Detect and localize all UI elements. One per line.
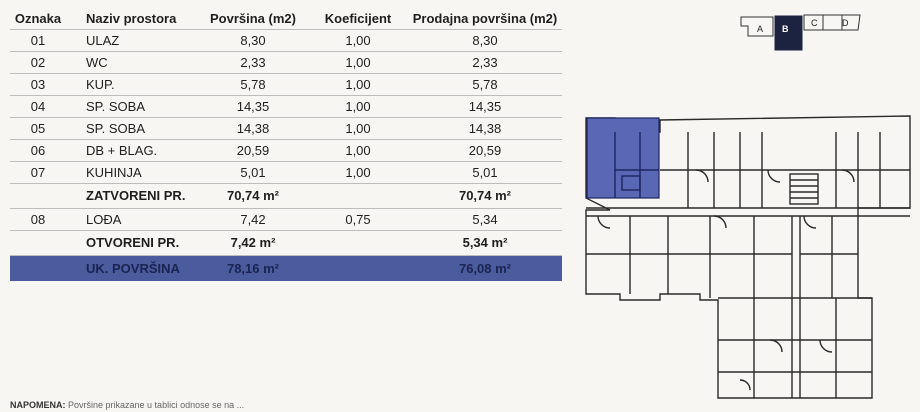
row-sale: 14,35 [468, 99, 502, 114]
row-coef: 1,00 [345, 77, 371, 92]
door-swing [820, 340, 832, 352]
subtotal-area: 7,42 m² [230, 235, 276, 250]
row-name: DB + BLAG. [86, 143, 158, 158]
subtotal-label: OTVORENI PR. [86, 235, 180, 250]
header-oznaka: Oznaka [14, 11, 62, 26]
row-coef: 1,00 [345, 99, 371, 114]
key-wing-b-selected [775, 16, 802, 50]
header-povrsina: Površina (m2) [210, 11, 296, 26]
row-sale: 5,34 [472, 212, 498, 227]
door-swing [598, 216, 610, 228]
row-coef: 0,75 [345, 212, 371, 227]
key-label-c: C [811, 18, 818, 28]
header-koeficijent: Koeficijent [324, 11, 392, 26]
row-name: KUHINJA [86, 165, 142, 180]
row-sale: 5,78 [472, 77, 498, 92]
door-swing [714, 216, 726, 228]
row-area: 14,35 [236, 99, 270, 114]
note-label: NAPOMENA: [10, 400, 66, 410]
row-id: 02 [30, 55, 46, 70]
stair-core [790, 174, 818, 204]
row-coef: 1,00 [345, 121, 371, 136]
subtotal-sale: 70,74 m² [458, 188, 512, 203]
row-area: 20,59 [236, 143, 270, 158]
subtotal-label: ZATVORENI PR. [86, 188, 186, 203]
row-sale: 8,30 [472, 33, 498, 48]
door-swing [768, 170, 780, 182]
row-coef: 1,00 [345, 33, 371, 48]
total-sale: 76,08 m² [458, 261, 512, 276]
row-coef: 1,00 [345, 55, 371, 70]
row-id: 08 [30, 212, 46, 227]
row-name: ULAZ [86, 33, 120, 48]
selected-apartment [587, 118, 659, 198]
note-text: Površine prikazane u tablici odnose se na ... [68, 400, 245, 410]
row-sale: 20,59 [468, 143, 502, 158]
row-name: LOĐA [86, 212, 122, 227]
row-coef: 1,00 [345, 143, 371, 158]
row-id: 07 [30, 165, 46, 180]
floor-plan [586, 116, 910, 398]
row-area: 2,33 [240, 55, 266, 70]
row-area: 7,42 [240, 212, 266, 227]
header-prodajna: Prodajna površina (m2) [412, 11, 558, 26]
row-id: 03 [30, 77, 46, 92]
subtotal-sale: 5,34 m² [462, 235, 508, 250]
row-name: SP. SOBA [86, 121, 146, 136]
row-area: 14,38 [236, 121, 270, 136]
row-name: WC [86, 55, 108, 70]
row-coef: 1,00 [345, 165, 371, 180]
row-id: 04 [30, 99, 46, 114]
row-sale: 14,38 [468, 121, 502, 136]
key-label-d: D [842, 18, 849, 28]
door-swing [842, 170, 854, 182]
row-name: KUP. [86, 77, 115, 92]
row-area: 5,78 [240, 77, 266, 92]
key-label-b: B [782, 24, 789, 34]
row-id: 05 [30, 121, 46, 136]
header-naziv: Naziv prostora [86, 11, 177, 26]
row-id: 06 [30, 143, 46, 158]
key-label-a: A [757, 24, 764, 34]
subtotal-area: 70,74 m² [226, 188, 280, 203]
row-sale: 2,33 [472, 55, 498, 70]
total-label: UK. POVRŠINA [86, 261, 180, 276]
door-swing [696, 170, 708, 182]
total-area: 78,16 m² [226, 261, 280, 276]
row-sale: 5,01 [472, 165, 498, 180]
row-area: 5,01 [240, 165, 266, 180]
row-area: 8,30 [240, 33, 266, 48]
row-id: 01 [30, 33, 46, 48]
door-swing [804, 216, 816, 228]
door-swing [740, 380, 750, 390]
door-swing [770, 340, 782, 352]
row-name: SP. SOBA [86, 99, 146, 114]
